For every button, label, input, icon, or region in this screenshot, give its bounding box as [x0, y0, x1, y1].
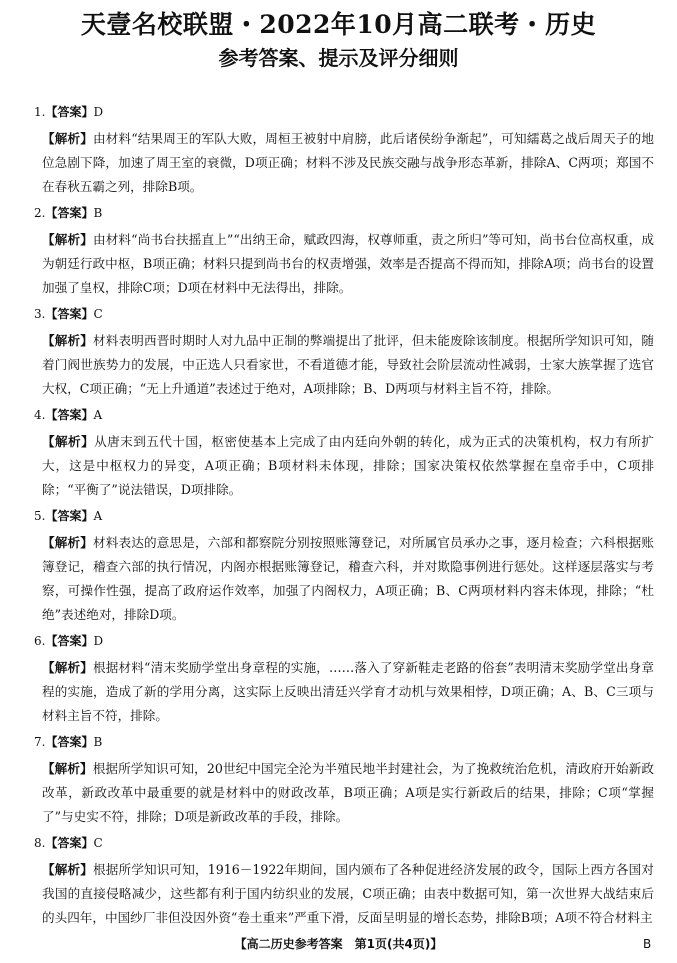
- answer-list: [34, 104, 654, 936]
- analysis-tag: 【解析】: [42, 535, 94, 550]
- analysis-text: 由材料“尚书台扶摇直上”“出纳王命，赋政四海，权尊师重，责之所归”等可知，尚书台位高权重，成为朝廷行政中枢，B项正确；材料只提到尚书台的权责增强，效率是否提高不得而知，排除A项；尚书台的设置加强了皇权，排除C项；D项在材料中无法得出，排除。: [42, 232, 654, 295]
- analysis-text: 根据所学知识可知，1916－1922年期间，国内颁布了各种促进经济发展的政令，国际上西方各国对我国的直接侵略减少，这些都有利于国内纺织业的发展，C项正确；由表中数据可知，第一次世界大战结束后的头四年，中国纱厂非但没因外资“卷土重来”严重下滑，反面呈明显的增长态势，排除B项；A项不符合材料主: [42, 862, 654, 925]
- answer-value: C: [93, 836, 103, 850]
- answer-value: D: [93, 105, 104, 119]
- answer-tag: 【答案】: [45, 634, 94, 648]
- page-footer: 【高二历史参考答案 第1页(共4页)】: [234, 937, 443, 951]
- analysis-tag: 【解析】: [42, 434, 95, 449]
- analysis-paragraph: [42, 228, 654, 300]
- analysis-text: 由材料“结果周王的军队大败，周桓王被射中肩膀，此后诸侯纷争渐起”，可知繻葛之战后周天子的地位急剧下降，加速了周王室的衰微，D项正确；材料不涉及民族交融与战争形态革新，排除A、C两项；郑国不在春秋五霸之列，排除B项。: [42, 131, 654, 194]
- answer-item-8: [34, 835, 654, 930]
- analysis-text: 从唐末到五代十国，枢密使基本上完成了由内廷向外朝的转化，成为正式的决策机构，权力有所扩大，这是中枢权力的异变，A项正确；B项材料未体现，排除；国家决策权依然掌握在皇帝手中，C项排除；“平衡了”说法错误，D项排除。: [42, 434, 655, 497]
- answer-tag: 【答案】: [45, 408, 94, 422]
- answer-line: [34, 306, 654, 322]
- question-number: 7.: [34, 735, 46, 749]
- answer-item-7: [34, 734, 654, 829]
- question-number: 3.: [34, 307, 46, 321]
- answer-item-4: [34, 407, 654, 502]
- answer-line: [34, 633, 654, 649]
- answer-value: B: [93, 735, 103, 749]
- answer-tag: 【答案】: [45, 307, 94, 321]
- analysis-paragraph: [42, 531, 654, 627]
- answer-tag: 【答案】: [45, 836, 94, 850]
- analysis-paragraph: [42, 656, 654, 728]
- answer-value: A: [93, 408, 103, 422]
- analysis-text: 根据所学知识可知，20世纪中国完全沦为半殖民地半封建社会，为了挽救统治危机，清政府开始新政改革，新政改革中最重要的就是材料中的财政改革，B项正确；A项是实行新政后的结果，排除；C项“掌握了”与史实不符，排除；D项是新政改革的手段，排除。: [42, 761, 655, 824]
- analysis-paragraph: [42, 757, 654, 829]
- analysis-tag: 【解析】: [42, 862, 93, 877]
- page-subtitle: 参考答案、提示及评分细则: [218, 46, 459, 70]
- analysis-text: 根据材料“清末奖励学堂出身章程的实施，……落入了穿新鞋走老路的俗套”表明清末奖励学堂出身章程的实施，造成了新的学用分离，这实际上反映出清廷兴学育才动机与效果相悖，D项正确；A、B、C三项与材料主旨不符，排除。: [42, 660, 654, 723]
- analysis-tag: 【解析】: [42, 333, 94, 348]
- answer-line: [34, 835, 654, 851]
- analysis-text: 材料表明西晋时期时人对九品中正制的弊端提出了批评，但未能废除该制度。根据所学知识可知，随着门阀世族势力的发展，中正选人只看家世，不看道德才能，导致社会阶层流动性减弱，士家大族掌握了选官大权，C项正确；“无上升通道”表述过于绝对，A项排除；B、D两项与材料主旨不符，排除。: [42, 333, 655, 396]
- answer-value: D: [93, 634, 104, 648]
- analysis-tag: 【解析】: [42, 232, 93, 247]
- answer-line: [34, 407, 654, 423]
- answer-line: [34, 508, 654, 524]
- answer-tag: 【答案】: [45, 509, 94, 523]
- answer-item-5: [34, 508, 654, 627]
- answer-value: C: [93, 307, 103, 321]
- analysis-text: 材料表达的意思是，六部和都察院分别按照账簿登记，对所属官员承办之事，逐月检查；六科根据账簿登记，稽查六部的执行情况，内阁亦根据账簿登记，稽查六科，并对欺隐事例进行惩处。这样逐层落实与考察，可操作性强，提高了政府运作效率，加强了内阁权力，A项正确；B、C两项材料内容未体现，排除；“杜绝”表述绝对，排除D项。: [42, 535, 655, 622]
- answer-tag: 【答案】: [45, 105, 94, 119]
- analysis-tag: 【解析】: [42, 660, 93, 675]
- answer-item-1: [34, 104, 654, 199]
- answer-item-6: [34, 633, 654, 728]
- answer-line: [34, 104, 654, 120]
- question-number: 5.: [34, 509, 46, 523]
- analysis-paragraph: [42, 430, 654, 502]
- answer-tag: 【答案】: [45, 735, 94, 749]
- page-title: 天壹名校联盟・2022年10月高二联考・历史: [80, 10, 597, 39]
- answer-tag: 【答案】: [45, 206, 94, 220]
- answer-item-2: [34, 205, 654, 300]
- analysis-paragraph: [42, 858, 654, 930]
- answer-value: A: [93, 509, 103, 523]
- analysis-tag: 【解析】: [42, 761, 93, 776]
- question-number: 4.: [34, 408, 46, 422]
- question-number: 6.: [34, 634, 46, 648]
- version-letter: B: [643, 937, 652, 951]
- analysis-paragraph: [42, 329, 654, 401]
- analysis-tag: 【解析】: [42, 131, 93, 146]
- analysis-paragraph: [42, 127, 654, 199]
- answer-value: B: [93, 206, 103, 220]
- question-number: 8.: [34, 836, 46, 850]
- answer-item-3: [34, 306, 654, 401]
- answer-line: [34, 734, 654, 750]
- answer-line: [34, 205, 654, 221]
- question-number: 1.: [34, 105, 46, 119]
- question-number: 2.: [34, 206, 46, 220]
